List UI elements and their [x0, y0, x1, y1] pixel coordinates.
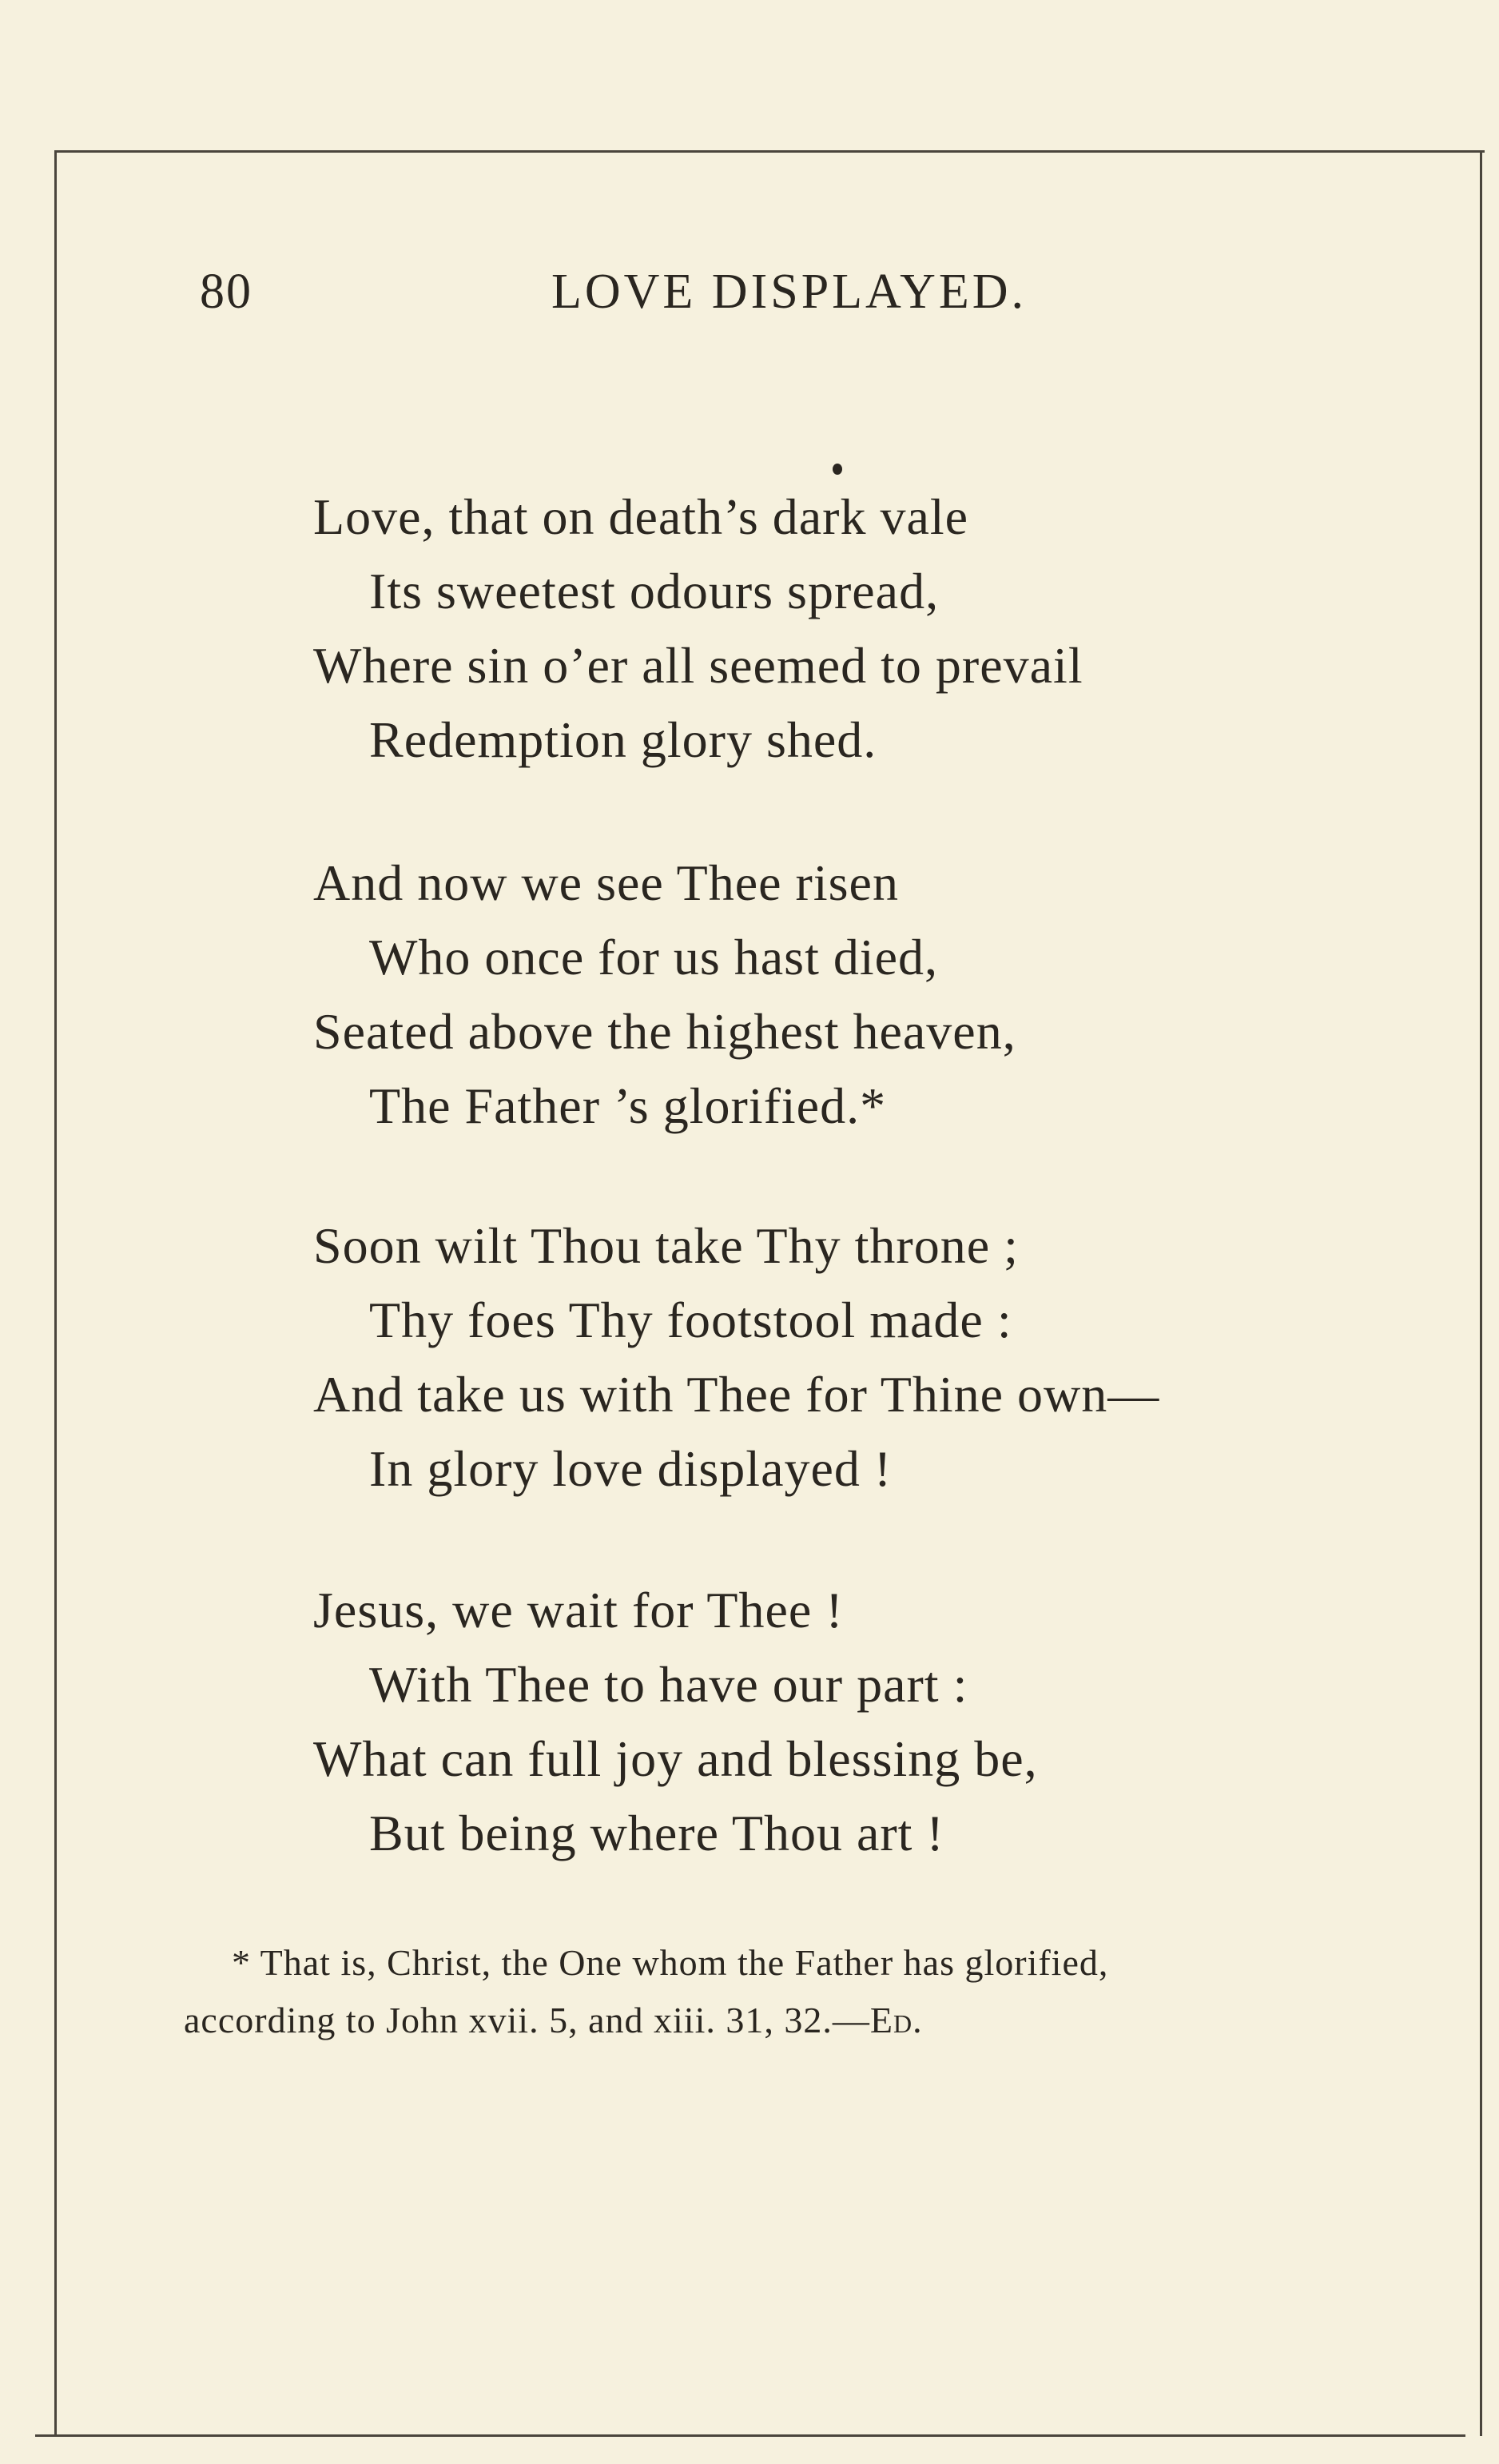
poem-line: Who once for us hast died,: [369, 929, 939, 985]
poem-stanza: [313, 480, 1416, 777]
poem-line: Soon wilt Thou take Thy throne ;: [313, 1217, 1019, 1274]
poem-line: Jesus, we wait for Thee !: [313, 1582, 844, 1638]
footnote-editor-abbrev: Ed.: [869, 2000, 923, 2040]
poem-line: Where sin o’er all seemed to prevail: [313, 637, 1083, 694]
poem-line: In glory love displayed !: [369, 1440, 893, 1497]
poem-stanza: [313, 846, 1416, 1143]
right-border-rule: [1480, 150, 1482, 2436]
running-title: LOVE DISPLAYED.: [551, 265, 1028, 319]
poem-line: And take us with Thee for Thine own—: [313, 1366, 1160, 1423]
poem-stanza: [313, 1573, 1416, 1870]
poem-line: Its sweetest odours spread,: [369, 563, 940, 619]
poem-line: What can full joy and blessing be,: [313, 1730, 1038, 1787]
left-border-rule: [54, 150, 57, 2436]
footnote-line: [184, 1992, 1334, 2049]
ink-speck: [833, 464, 842, 475]
footnote: [184, 1934, 1334, 2049]
poem-line: And now we see Thee risen: [313, 854, 899, 911]
top-border-rule: [56, 150, 1485, 153]
poem-line: Thy foes Thy footstool made :: [369, 1292, 1012, 1348]
poem-line: Love, that on death’s dark vale: [313, 488, 969, 545]
page-header: [0, 264, 1499, 328]
poem-line: The Father ’s glorified.*: [369, 1077, 887, 1134]
footnote-citation: according to John xvii. 5, and xiii. 31, 32.—: [184, 2000, 870, 2040]
poem-stanza: [313, 1208, 1416, 1506]
footnote-line: * That is, Christ, the One whom the Father has glorified,: [232, 1942, 1109, 1983]
poem-line: With Thee to have our part :: [369, 1656, 968, 1713]
poem-line: But being where Thou art !: [369, 1805, 944, 1861]
page-number: 80: [200, 265, 252, 319]
poem-line: Seated above the highest heaven,: [313, 1003, 1016, 1060]
poem-line: Redemption glory shed.: [369, 711, 877, 768]
bottom-border-rule: [35, 2434, 1465, 2437]
